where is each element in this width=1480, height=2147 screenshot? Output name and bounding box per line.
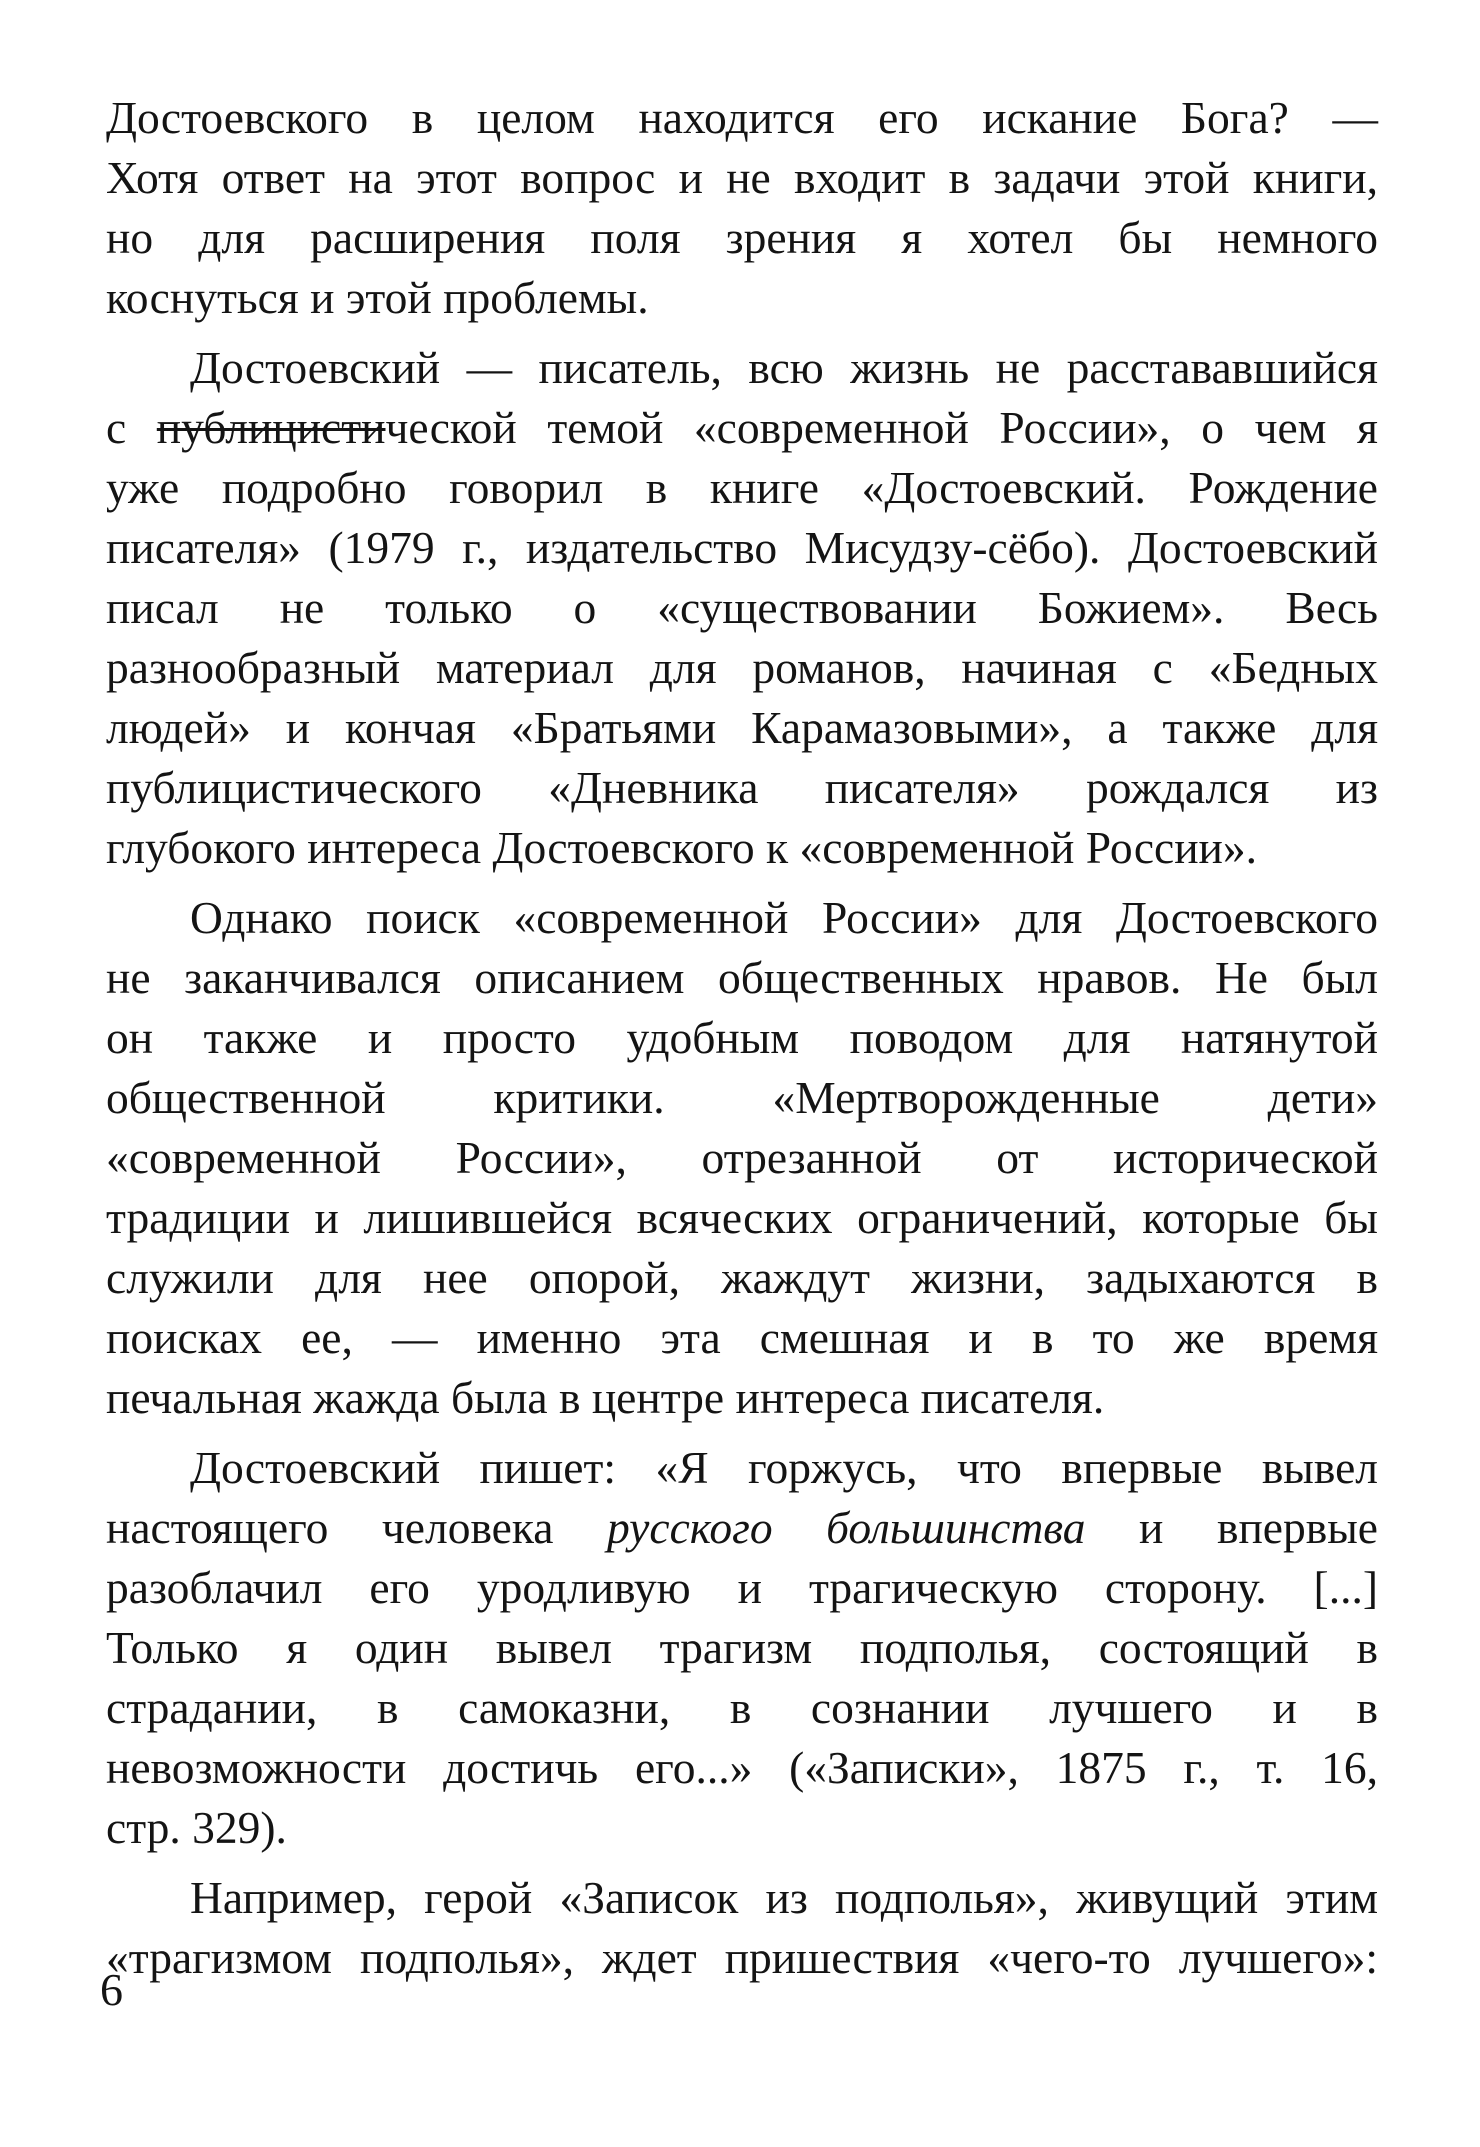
text-line: печальная жажда была в центре интереса писателя. (106, 1372, 1105, 1423)
italic-phrase: русского большинства (607, 1502, 1086, 1553)
paragraph-4 (106, 1438, 1378, 1858)
text-line: публицистического «Дневника писателя» рождался из (106, 762, 1378, 813)
text-line: Достоевский — писатель, всю жизнь не расстававшийся (190, 342, 1378, 393)
text-line: людей» и кончая «Братьями Карамазовыми», а также для (106, 702, 1378, 753)
paragraph-3 (106, 888, 1378, 1428)
text-line: коснуться и этой проблемы. (106, 272, 649, 323)
struck-text: публицисти (156, 402, 386, 453)
text-line: не заканчивался описанием общественных нравов. Не был (106, 952, 1378, 1003)
text-line: писал не только о «существовании Божием». Весь (106, 582, 1378, 633)
text-line: «трагизмом подполья», ждет пришествия «чего-то лучшего»: (106, 1932, 1378, 1983)
text-line: он также и просто удобным поводом для натянутой (106, 1012, 1378, 1063)
paragraph-2 (106, 338, 1378, 878)
text-line: поисках ее, — именно эта смешная и в то же время (106, 1312, 1378, 1363)
text-line: Например, герой «Записок из подполья», живущий этим (190, 1872, 1378, 1923)
text-line: глубокого интереса Достоевского к «современной России». (106, 822, 1258, 873)
text-line: разнообразный материал для романов, начиная с «Бедных (106, 642, 1378, 693)
paragraph-5 (106, 1868, 1378, 1988)
text-line: писателя» (1979 г., издательство Мисудзу-сёбо). Достоевский (106, 522, 1378, 573)
page-number: 6 (100, 1964, 123, 2015)
text-line: уже подробно говорил в книге «Достоевский. Рождение (106, 462, 1378, 513)
text-line: страдании, в самоказни, в сознании лучшего и в (106, 1682, 1378, 1733)
text-line: традиции и лишившейся всяческих ограничений, которые бы (106, 1192, 1378, 1243)
text-line: Только я один вывел трагизм подполья, состоящий в (106, 1622, 1378, 1673)
text-line: служили для нее опорой, жаждут жизни, задыхаются в (106, 1252, 1378, 1303)
paragraph-1 (106, 88, 1378, 328)
text-line: настоящего человека русского большинства и впервые (106, 1502, 1378, 1553)
text-line: с публицистической темой «современной России», о чем я (106, 402, 1378, 453)
text-line: стр. 329). (106, 1802, 287, 1853)
text-line: Достоевского в целом находится его искание Бога? — (106, 92, 1378, 143)
text-line: Достоевский пишет: «Я горжусь, что впервые вывел (190, 1442, 1378, 1493)
text-line: но для расширения поля зрения я хотел бы немного (106, 212, 1378, 263)
text-line: Хотя ответ на этот вопрос и не входит в задачи этой книги, (106, 152, 1378, 203)
page-text (106, 88, 1378, 1998)
text-line: Однако поиск «современной России» для Достоевского (190, 892, 1378, 943)
text-line: невозможности достичь его...» («Записки», 1875 г., т. 16, (106, 1742, 1378, 1793)
text-line: «современной России», отрезанной от исторической (106, 1132, 1378, 1183)
text-line: общественной критики. «Мертворожденные дети» (106, 1072, 1378, 1123)
text-line: разоблачил его уродливую и трагическую сторону. [...] (106, 1562, 1378, 1613)
